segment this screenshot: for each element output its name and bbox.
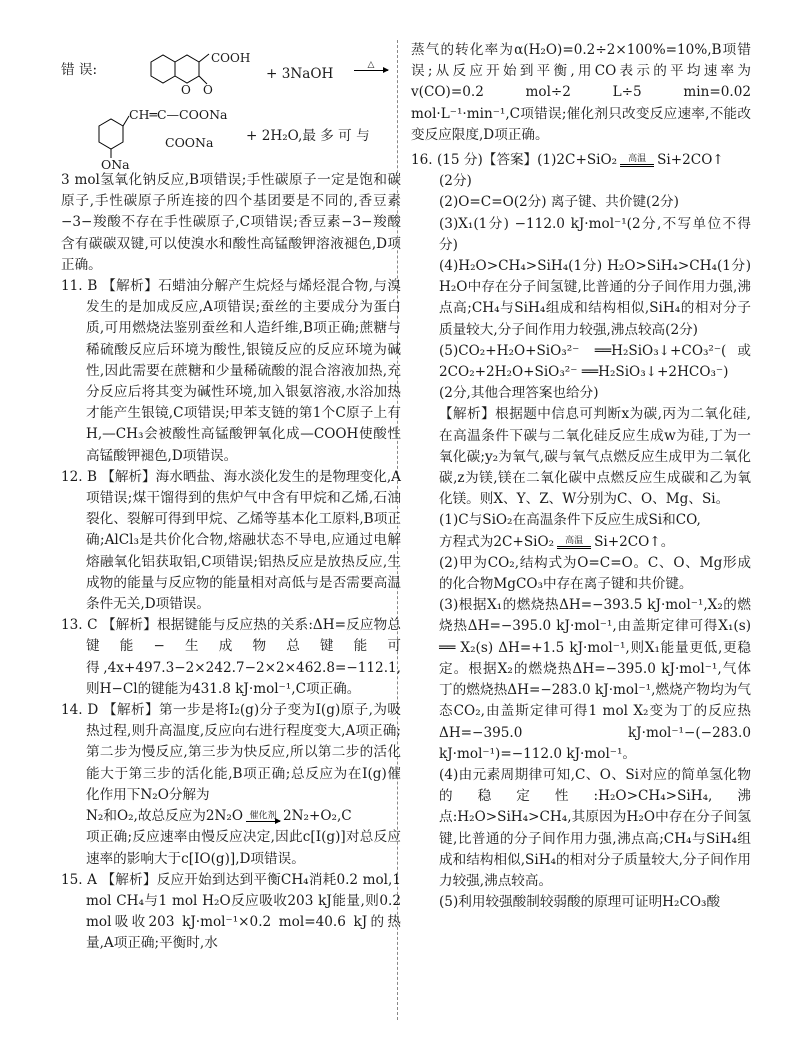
q10-ring-o2: O (203, 83, 213, 97)
q14-eq-right: 2N₂+O₂,C (282, 808, 352, 825)
q16-line-5: (5)CO₂+H₂O+SiO₃²⁻ ══H₂SiO₃↓+CO₃²⁻(或2CO₂+2H₂O+SiO₃²⁻ ══H₂SiO₃↓+2HCO₃⁻) (439, 342, 751, 381)
q12-text: 12. B 【解析】海水晒盐、海水淡化发生的是物理变化,A项错误;煤干馏得到的焦炉气中含有甲烷和乙烯,石油裂化、裂解可得到甲烷、乙烯等基本化工原料,B项正确;AlCl₃是共价化合物,熔融状态不导电,应通过电解熔融氧化铝获取铝,C项错误;铝热反应是放热反应,生成物的能量与反应物的能量相对高低与是否需要高温条件无关,D项错误。 (61, 468, 401, 613)
q14-text-b: 项正确;反应速率由慢反应决定,因此c[I(g)]对总反应速率的影响大于c[IO(g)],D项错误。 (86, 829, 401, 867)
q10-text: 3 mol氢氧化钠反应,B项错误;手性碳原子一定是饱和碳原子,手性碳原子所连接的四个基团要是不同的,香豆素−3−羧酸不存在手性碳原子,C项错误;香豆素−3−羧酸含有碳碳双键,可以使溴水和酸性高锰酸钾溶液褪色,D项正确。 (61, 172, 401, 273)
q16-analysis-1-equation (411, 532, 751, 553)
q16-line-6: (2分,其他合理答案也给分) (439, 385, 599, 402)
catalyst-label: 催化剂 (249, 811, 277, 822)
q16-analysis-2: (2)甲为CO₂,结构式为O=C=O。C、O、Mg形成的化合物MgCO₃中存在离子键和共价键。 (439, 554, 751, 593)
catalyst-arrow (246, 811, 280, 822)
q16-line-2: (2)O=C=O(2分) 离子键、共价键(2分) (439, 194, 679, 211)
heat-symbol: △ (367, 60, 375, 70)
q10-product-coona: COONa (165, 135, 214, 150)
benzene-ring-icon (91, 114, 131, 158)
left-column (61, 40, 401, 955)
q10-naoh: + 3NaOH (266, 66, 334, 82)
q10-product-tail: + 2H₂O,最 多 可 与 (246, 128, 370, 144)
high-temp-label-2: 高温 (565, 535, 584, 546)
q11-text: 11. B 【解析】石蜡油分解产生烷烃与烯烃混合物,与溴发生的是加成反应,A项错误;蚕丝的主要成分为蛋白质,可用燃烧法鉴别蚕丝和人造纤维,B项正确;蔗糖与稀硫酸反应后环境为酸性,银镜反应的反应环境为碱性,因此需要在蔗糖和少量稀硫酸的混合溶液加热,充分反应后将其变为碱性环境,加入银氨溶液,水浴加热才能产生银镜,C项错误;甲苯支链的第1个C原子上有H,—CH₃会被酸性高锰酸钾氧化成—COOH使酸性高锰酸钾褪色,D项错误。 (61, 278, 401, 464)
q16-analysis: 【解析】根据题中信息可判断x为碳,丙为二氧化硅,在高温条件下碳与二氧化硅反应生成w为硅,丁为一氧化碳;y₂为氧气,碳与氧气点燃反应生成甲为二氧化碳,z为镁,镁在二氧化碳中点燃反应生成碳和乙为氧化镁。则X、Y、Z、W分别为C、O、Mg、Si。 (439, 406, 751, 508)
right-column (411, 40, 751, 913)
q10-product-ona: ONa (101, 157, 130, 172)
high-temp-label: 高温 (628, 154, 647, 165)
q15-continuation: 蒸气的转化率为α(H₂O)=0.2÷2×100%=10%,B项错误;从反应开始到平衡,用CO表示的平均速率为v(CO)=0.2 mol÷2 L÷5 min=0.02 mol·L⁻¹·min⁻¹,C项错误;催化剂只改变反应速率,不能改变反应限度,D项正确。 (411, 42, 751, 143)
high-temp-arrow-2 (557, 536, 591, 549)
q16-line-1: (2分) (439, 173, 472, 190)
q10-prefix: 错 误: (61, 62, 98, 78)
q16-head-right: Si+2CO↑ (657, 152, 724, 169)
q16-line-4: (4)H₂O>CH₄>SiH₄(1分) H₂O>SiH₄>CH₄(1分) H₂O中存在分子间氢键,比普通的分子间作用力强,沸点高;CH₄与SiH₄组成和结构相似,SiH₄的相对分子质量较大,分子间作用力较强,沸点较高(2分) (439, 258, 751, 338)
high-temp-arrow (620, 154, 654, 167)
q16-line-3: (3)X₁(1分) −112.0 kJ·mol⁻¹(2分,不写单位不得分) (439, 215, 751, 253)
q16-analysis-1: (1)C与SiO₂在高温条件下反应生成Si和CO, (439, 512, 701, 529)
q16-answer-heading (411, 150, 751, 171)
q10-ring-o: O (181, 83, 191, 97)
q10-heat-arrow (354, 60, 388, 71)
q14-eq-left: N₂和O₂,故总反应为2N₂O (86, 808, 243, 825)
q10-product-ch: CH═C—COONa (129, 107, 228, 122)
q13-text: 13. C 【解析】根据键能与反应热的关系:ΔH=反应物总键能−生成物总键能可得,4x+497.3−2×242.7−2×2×462.8=−112.1,则H−Cl的键能为431.8 kJ·mol⁻¹,C项正确。 (61, 617, 401, 697)
q16-analysis-3: (3)根据X₁的燃烧热ΔH=−393.5 kJ·mol⁻¹,X₂的燃烧热ΔH=−395.0 kJ·mol⁻¹,由盖斯定律可得X₁(s) ══ X₂(s) ΔH=+1.5 kJ·mol⁻¹,则X₁能量更低,更稳定。根据X₂的燃烧热ΔH=−395.0 kJ·mol⁻¹,气体丁的燃烧热ΔH=−283.0 kJ·mol⁻¹,燃烧产物均为气态CO₂,由盖斯定律可得1 mol X₂变为丁的反应热ΔH=−395.0 kJ·mol⁻¹−(−283.0 kJ·mol⁻¹)=−112.0 kJ·mol⁻¹。 (439, 597, 751, 762)
q16-analysis-5: (5)利用较强酸制较弱酸的原理可证明H₂CO₃酸 (439, 894, 721, 911)
q14-text-a: 14. D 【解析】第一步是将I₂(g)分子变为I(g)原子,为吸热过程,则升高温度,反应向右进行程度变大,A项正确;第二步为慢反应,第三步为快反应,所以第二步的活化能大于第三步的活化能,B项正确;总反应为在I(g)催化作用下N₂O分解为 (61, 702, 401, 803)
q14-equation (61, 806, 401, 827)
q15-text: 15. A 【解析】反应开始到达到平衡CH₄消耗0.2 mol,1 mol CH₄与1 mol H₂O反应吸收203 kJ能量,则0.2 mol吸收203 kJ·mol⁻¹×0.2 mol=40.6 kJ的热量,A项正确;平衡时,水 (61, 871, 401, 952)
q16-a1-eq-left: 方程式为2C+SiO₂ (439, 533, 555, 550)
q10-cooh: COOH (211, 51, 251, 65)
q16-a1-eq-right: Si+2CO↑。 (594, 533, 675, 550)
q16-analysis-4: (4)由元素周期律可知,C、O、Si对应的简单氢化物的稳定性:H₂O>CH₄>SiH₄,沸点:H₂O>SiH₄>CH₄,其原因为H₂O中存在分子间氢键,比普通的分子间作用力强,沸点高;CH₄与SiH₄组成和结构相似,SiH₄的相对分子质量较大,分子间作用力较强,沸点较高。 (439, 766, 751, 889)
q10-structure-block (61, 40, 401, 172)
q16-head-left: 16. (15 分)【答案】(1)2C+SiO₂ (411, 152, 618, 169)
